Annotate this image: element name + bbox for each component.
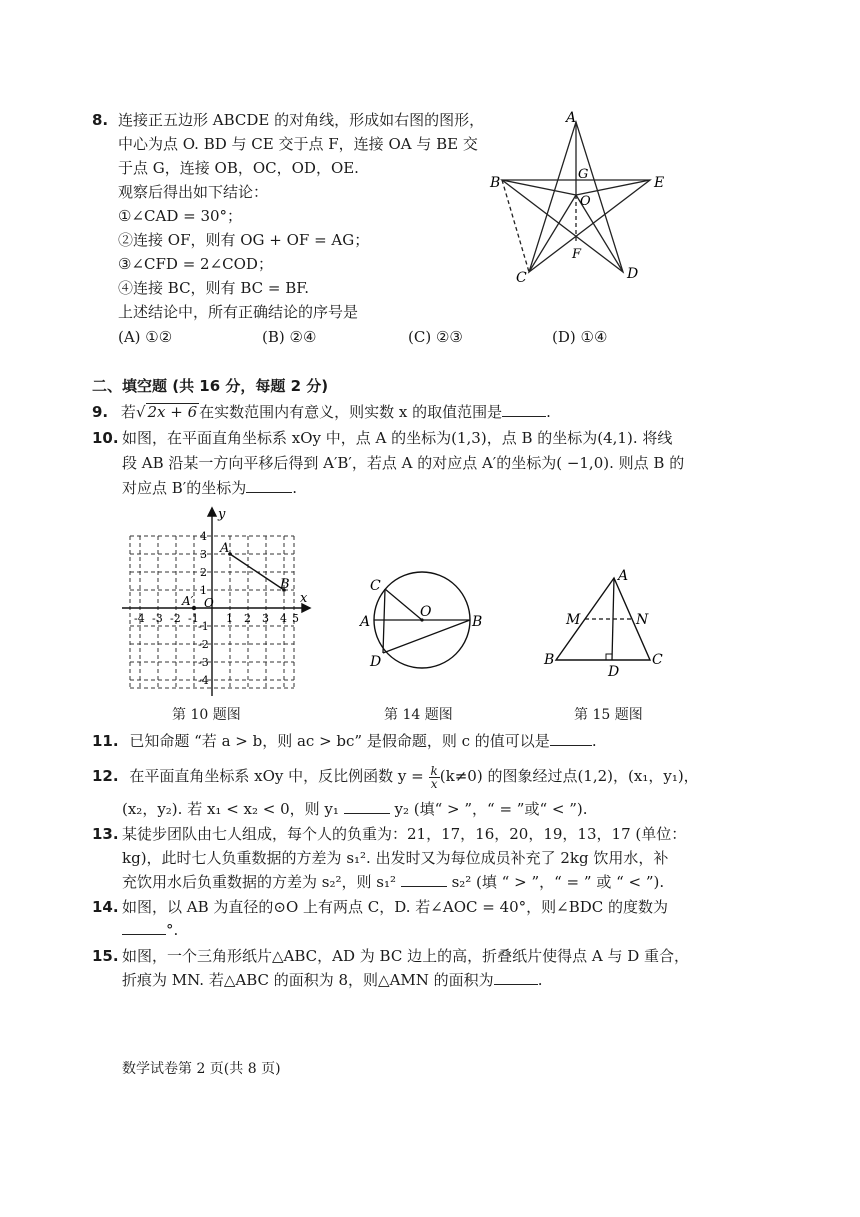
q12-frac-top: k: [430, 763, 438, 778]
xtick-2: 2: [244, 612, 251, 625]
ytick-2: 2: [200, 566, 207, 579]
q11-line: [92, 731, 597, 751]
q12-line2a: (x₂，y₂). 若 x₁ < x₂ < 0，则 y₁: [122, 800, 339, 818]
q10-number: 10.: [92, 429, 119, 447]
q11-end: .: [591, 732, 597, 750]
q12-fraction: [429, 765, 440, 790]
xtick-1: 1: [226, 612, 233, 625]
q15-line1: 如图，一个三角形纸片△ABC，AD 为 BC 边上的高，折叠纸片使得点 A 与 D 重合，: [122, 947, 690, 965]
q8-line4: 观察后得出如下结论：: [118, 183, 269, 201]
q14-line2: [122, 920, 178, 940]
q11-text: 已知命题 “若 a > b，则 ac > bc” 是假命题，则 c 的值可以是: [129, 732, 550, 750]
pentagram-label-b: B: [490, 175, 501, 191]
circle-label-b: B: [472, 614, 483, 630]
q8-line1: 连接正五边形 ABCDE 的对角线，形成如右图的图形，: [118, 111, 485, 129]
q15-triangle-figure: [540, 566, 670, 678]
q13-line1: 某徒步团队由七人组成，每个人的负重为：21，17，16，20，19，13，17 (单位：: [122, 825, 687, 843]
q8-line3: 于点 G，连接 OB，OC，OD，OE.: [118, 159, 359, 177]
q8-option-a: (A) ①②: [118, 328, 173, 346]
pentagram-label-e: E: [654, 175, 665, 191]
xtick-minus3: -3: [152, 612, 163, 625]
q12-number: 12.: [92, 767, 119, 785]
triangle-label-a: A: [618, 568, 629, 584]
ytick-minus2: -2: [198, 638, 209, 651]
triangle-label-b: B: [544, 652, 555, 668]
q12-frac-bottom: x: [430, 776, 438, 791]
circle-label-o: O: [420, 604, 432, 620]
q8-number: 8.: [92, 111, 109, 129]
q13-line3: [122, 872, 664, 892]
q8-line9: 上述结论中，所有正确结论的序号是: [118, 303, 359, 321]
q9-end: .: [546, 403, 551, 421]
q8-option-c: (C) ②③: [408, 328, 463, 346]
grid-point-a-label: A: [220, 541, 230, 556]
grid-point-aprime-label: A′: [182, 594, 194, 608]
q11-answer-blank[interactable]: [550, 731, 592, 746]
q8-line2: 中心为点 O. BD 与 CE 交于点 F，连接 OA 与 BE 交: [118, 135, 478, 153]
circle-label-c: C: [370, 578, 381, 594]
grid-y-label: y: [218, 507, 226, 522]
pentagram-label-a: A: [566, 110, 577, 126]
ytick-minus3: -3: [198, 656, 209, 669]
q9-number: 9.: [92, 403, 109, 421]
xtick-3: 3: [262, 612, 269, 625]
pentagram-label-o: O: [580, 194, 591, 209]
grid-x-label: x: [300, 591, 308, 606]
q13-line3b: s₂² (填 “ > ”，“ = ” 或 “ < ”).: [451, 873, 665, 891]
q9-line: [92, 402, 551, 422]
xtick-minus1: -1: [188, 612, 199, 625]
q15-answer-blank[interactable]: [494, 970, 538, 985]
xtick-minus2: -2: [170, 612, 181, 625]
q14-number: 14.: [92, 898, 119, 916]
q13-number: 13.: [92, 825, 119, 843]
q8-conclusion-1: ①∠CAD = 30°；: [118, 207, 243, 225]
q8-option-d: (D) ①④: [552, 328, 608, 346]
q8-option-b: (B) ②④: [262, 328, 317, 346]
caption-fig14: 第 14 题图: [384, 707, 453, 723]
q12-line2b: y₂ (填“ > ”，“ = ”或“ < ”).: [394, 800, 588, 818]
triangle-label-c: C: [652, 652, 663, 668]
q15-line2-wrap: [122, 970, 542, 990]
ytick-4: 4: [200, 530, 207, 543]
circle-label-a: A: [360, 614, 371, 630]
ytick-minus1: -1: [198, 620, 209, 633]
circle-label-d: D: [370, 654, 382, 670]
q13-line2: kg)，此时七人负重数据的方差为 s₁². 出发时又为每位成员补充了 2kg 饮用水，补: [122, 849, 669, 867]
pentagram-label-c: C: [516, 270, 527, 286]
q10-end: .: [292, 479, 297, 497]
q10-answer-blank[interactable]: [246, 478, 292, 493]
pentagram-label-f: F: [572, 247, 582, 262]
xtick-5: 5: [292, 612, 299, 625]
q14-line1: 如图，以 AB 为直径的⊙O 上有两点 C，D. 若∠AOC = 40°，则∠BDC 的度数为: [122, 898, 669, 916]
q14-end: °.: [166, 921, 179, 939]
q8-conclusion-4: ④连接 BC，则有 BC = BF.: [118, 279, 310, 297]
q15-number: 15.: [92, 947, 119, 965]
q9-pre: 若: [120, 403, 136, 421]
grid-point-b-label: B: [280, 577, 290, 592]
q12-post: (k≠0) 的图象经过点(1,2)，(x₁，y₁)，: [439, 767, 699, 785]
q10-line1: 如图，在平面直角坐标系 xOy 中，点 A 的坐标为(1,3)，点 B 的坐标为(4,1). 将线: [122, 429, 673, 447]
xtick-minus4: -4: [134, 612, 145, 625]
q13-line3a: 充饮用水后负重数据的方差为 s₂²，则 s₁²: [122, 873, 396, 891]
pentagram-label-d: D: [627, 266, 639, 282]
triangle-label-n: N: [636, 612, 649, 628]
q15-end: .: [537, 971, 543, 989]
caption-fig15: 第 15 题图: [574, 707, 643, 723]
q10-coordinate-grid: [120, 504, 320, 700]
grid-origin-label: O: [204, 596, 214, 610]
section2-title: 二、填空题 (共 16 分，每题 2 分): [92, 377, 329, 395]
q8-conclusion-2: ②连接 OF，则有 OG + OF = AG；: [118, 231, 370, 249]
ytick-minus4: -4: [198, 674, 209, 687]
q9-answer-blank[interactable]: [502, 402, 546, 417]
q9-radicand: 2x + 6: [147, 403, 198, 421]
q11-number: 11.: [92, 732, 119, 750]
page-footer: 数学试卷第 2 页(共 8 页): [122, 1061, 281, 1077]
q10-line2: 段 AB 沿某一方向平移后得到 A′B′，若点 A 的对应点 A′的坐标为( −1,0). 则点 B 的: [122, 454, 685, 472]
triangle-label-m: M: [566, 612, 581, 628]
q14-answer-blank[interactable]: [122, 920, 166, 935]
ytick-3: 3: [200, 548, 207, 561]
q14-circle-figure: [352, 570, 492, 680]
xtick-4: 4: [280, 612, 287, 625]
q12-pre: 在平面直角坐标系 xOy 中，反比例函数 y =: [129, 767, 424, 785]
q8-conclusion-3: ③∠CFD = 2∠COD；: [118, 255, 273, 273]
q8-pentagram-figure: [486, 110, 666, 286]
caption-fig10: 第 10 题图: [172, 707, 241, 723]
q10-line3: 对应点 B′的坐标为: [122, 479, 247, 497]
q13-answer-blank[interactable]: [401, 872, 447, 887]
q15-line2: 折痕为 MN. 若△ABC 的面积为 8，则△AMN 的面积为: [122, 971, 494, 989]
q12-answer-blank[interactable]: [344, 799, 390, 814]
q12-line1: [92, 761, 699, 791]
ytick-1: 1: [200, 584, 207, 597]
sqrt-icon: √: [135, 403, 146, 421]
pentagram-label-g: G: [578, 167, 589, 182]
q12-line2: [122, 799, 588, 819]
q10-line3-wrap: [122, 478, 297, 498]
q9-post: 在实数范围内有意义，则实数 x 的取值范围是: [199, 403, 503, 421]
triangle-label-d: D: [608, 664, 620, 678]
